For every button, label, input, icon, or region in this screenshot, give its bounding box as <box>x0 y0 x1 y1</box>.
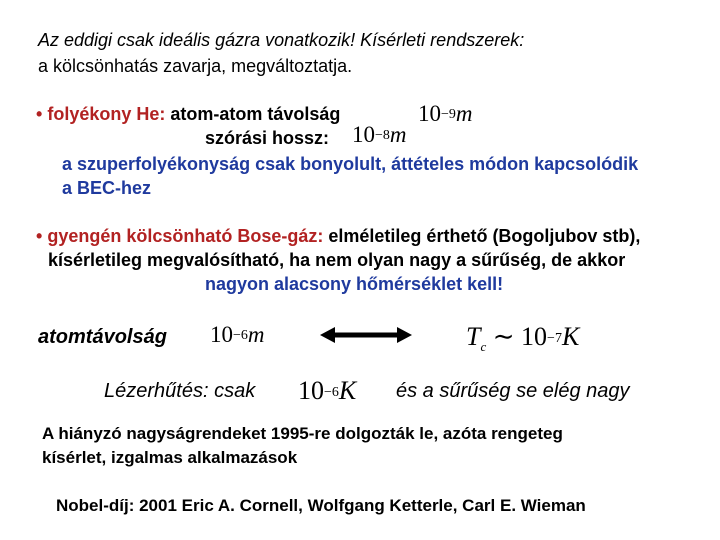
he-desc: atom-atom távolság <box>170 104 341 124</box>
atom-row-math: $10^{-6}m$ <box>210 322 265 347</box>
bullet-icon: • <box>36 104 43 124</box>
nobel-line: Nobel-díj: 2001 Eric A. Cornell, Wolfgang Ketterle, Carl E. Wieman <box>56 496 586 515</box>
bose-line-2: kísérletileg megvalósítható, ha nem olyan nagy a sűrűség, de akkor <box>48 250 626 270</box>
missing-line-2: kísérlet, izgalmas alkalmazások <box>42 448 298 467</box>
bullet-icon: • <box>36 226 43 246</box>
intro-line-2: a kölcsönhatás zavarja, megváltoztatja. <box>38 56 353 76</box>
scatter-label: szórási hossz: <box>205 128 330 148</box>
bose-line-3: nagyon alacsony hőmérséklet kell! <box>205 274 504 294</box>
bose-bullet-line <box>36 226 640 247</box>
laser-rest: és a sűrűség se elég nagy <box>396 380 630 402</box>
scatter-math: $10^{-8}m$ <box>352 122 407 147</box>
bose-term: gyengén kölcsönható Bose-gáz: <box>47 226 324 246</box>
he-bullet-line <box>36 104 340 125</box>
he-note-line-1: a szuperfolyékonyság csak bonyolult, áttételes módon kapcsolódik <box>62 154 639 174</box>
bose-line-1-rest: elméletileg érthető (Bogoljubov stb), <box>328 226 641 246</box>
intro-line-1: Az eddigi csak ideális gázra vonatkozik! Kísérleti rendszerek: <box>38 30 525 50</box>
missing-line-1: A hiányzó nagyságrendeket 1995-re dolgozták le, azóta rengeteg <box>42 424 563 443</box>
atom-row-label: atomtávolság <box>38 326 167 348</box>
double-arrow-icon <box>320 326 412 344</box>
atom-dist-math: $10^{-9}m$ <box>418 101 473 126</box>
he-note-line-2: a BEC-hez <box>62 178 152 198</box>
he-term: folyékony He: <box>47 104 166 124</box>
laser-math: $10^{-6}K$ <box>298 376 357 405</box>
laser-label: Lézerhűtés: csak <box>104 380 256 402</box>
tc-math: $T_c$ ∼ $10^{-7}K$ <box>466 322 580 355</box>
